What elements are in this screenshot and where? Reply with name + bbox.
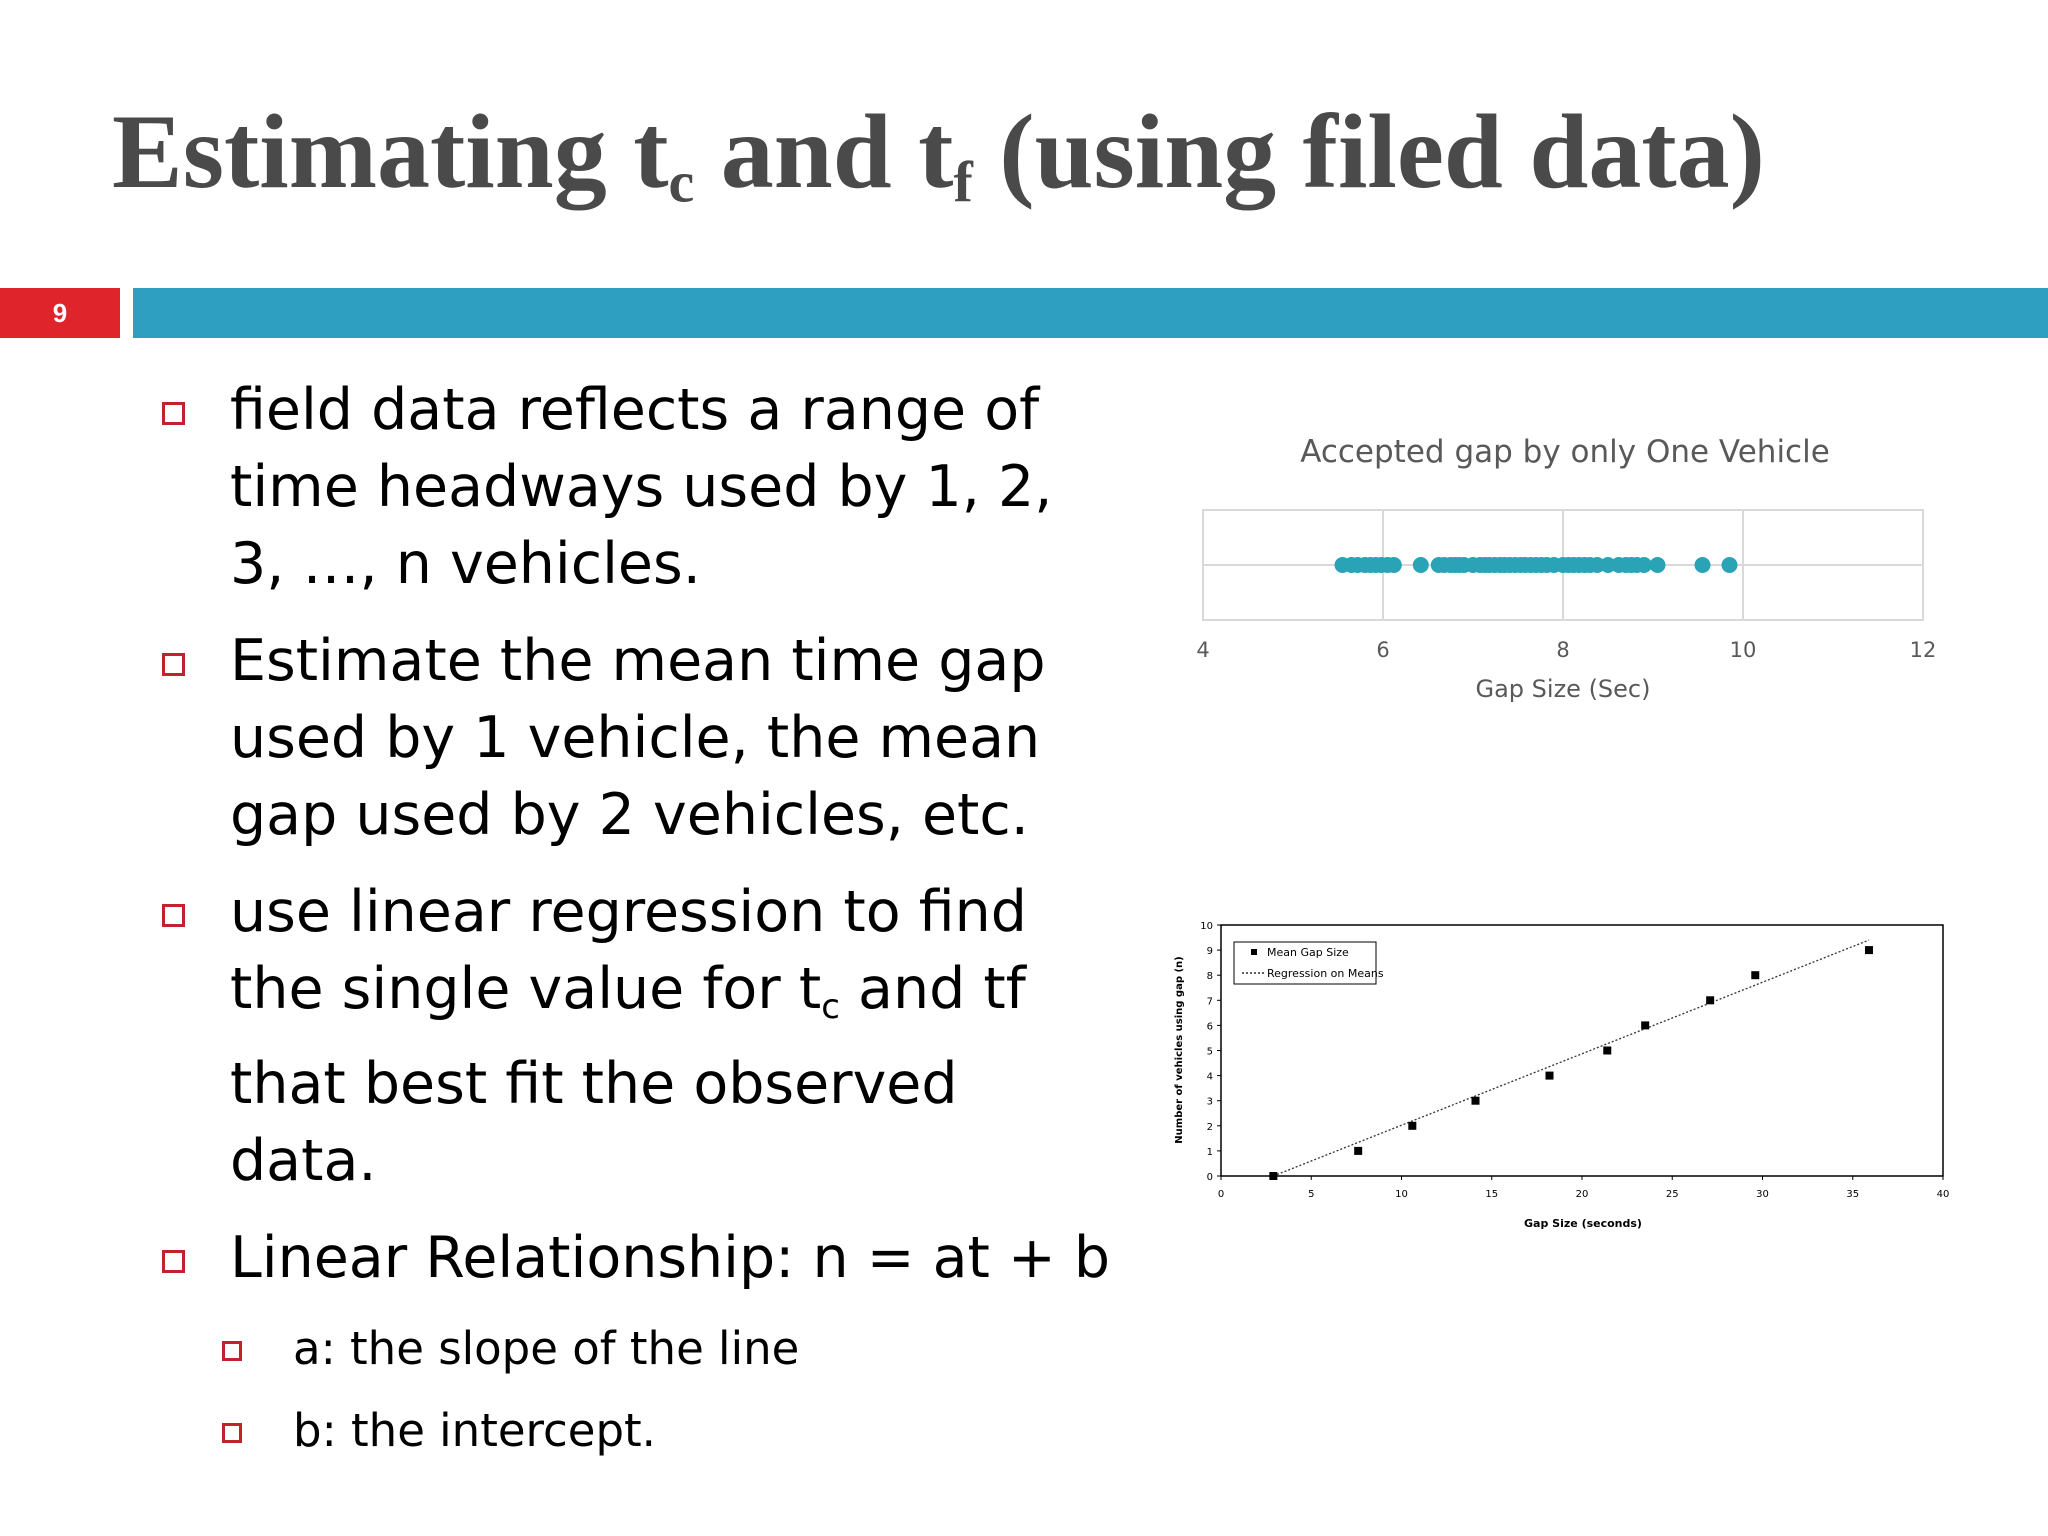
sub-bullet-item [160, 1317, 1120, 1381]
x-tick-label: 10 [1395, 1189, 1408, 1200]
y-tick-label: 5 [1206, 1046, 1213, 1058]
data-point [1472, 1097, 1480, 1105]
data-point [1722, 557, 1738, 573]
y-axis-label: Number of vehicles using gap (n) [1174, 956, 1185, 1144]
x-tick-label: 30 [1756, 1189, 1769, 1200]
x-tick-label: 0 [1217, 1189, 1225, 1200]
data-point [1546, 1072, 1554, 1080]
x-tick-label: 10 [1729, 638, 1757, 662]
data-point [1413, 557, 1429, 573]
square-bullet-icon [162, 904, 185, 927]
data-point [1408, 1122, 1416, 1130]
accepted-gap-chart [1170, 420, 1970, 720]
square-bullet-icon [162, 1250, 185, 1273]
y-tick-label: 10 [1200, 921, 1213, 932]
title-part-1: Estimating t [112, 93, 669, 210]
title-subscript-c: c [668, 149, 695, 215]
legend [1234, 942, 1384, 984]
chart-title: Accepted gap by only One Vehicle [1300, 434, 1830, 470]
bullet-text-cont: and tf that best fit the observed data. [230, 956, 1026, 1195]
title-subscript-f: f [953, 149, 973, 215]
x-tick-label: 20 [1575, 1189, 1589, 1200]
y-tick-label: 7 [1206, 996, 1213, 1008]
square-bullet-icon [222, 1423, 242, 1443]
data-point [1641, 1021, 1649, 1029]
regression-chart [1168, 910, 1968, 1240]
data-point [1269, 1172, 1277, 1180]
bullet-text: field data reflects a range of time headways used by 1, 2, 3, …, n vehicles. [230, 377, 1053, 597]
sub-bullet-text: b: the intercept. [293, 1404, 656, 1458]
data-point [1706, 996, 1714, 1004]
title-part-2: and t [694, 93, 954, 210]
y-tick-label: 6 [1206, 1021, 1213, 1033]
bullet-subscript-c: c [821, 987, 840, 1028]
data-point [1865, 946, 1873, 954]
data-point [1354, 1147, 1362, 1155]
bullet-text: Linear Relationship: n = at + b [230, 1225, 1111, 1292]
bullet-list [160, 372, 1120, 1481]
data-point [1650, 557, 1666, 573]
data-point [1386, 557, 1402, 573]
x-tick-label: 25 [1665, 1189, 1679, 1200]
x-tick-label: 5 [1308, 1189, 1315, 1200]
square-bullet-icon [162, 653, 185, 676]
header-bar [133, 288, 2048, 338]
x-tick-label: 8 [1556, 638, 1570, 662]
bullet-item [160, 874, 1120, 1200]
sub-bullet-text: a: the slope of the line [293, 1322, 800, 1376]
y-tick-label: 8 [1206, 971, 1213, 983]
y-tick-label: 2 [1206, 1121, 1213, 1133]
slide-number: 9 [0, 288, 120, 338]
legend-marker-square [1251, 949, 1257, 955]
y-tick-label: 0 [1206, 1172, 1213, 1183]
bullet-text: Estimate the mean time gap used by 1 vehicle, the mean gap used by 2 vehicles, etc. [230, 628, 1046, 848]
bullet-item [160, 623, 1120, 854]
bullet-text: use linear regression to find the single value for t [230, 879, 1027, 1022]
sub-bullet-item [160, 1399, 1120, 1463]
slide-title [112, 88, 1765, 217]
y-tick-label: 3 [1206, 1096, 1213, 1108]
legend-label-regression: Regression on Means [1267, 967, 1384, 980]
x-axis-label: Gap Size (Sec) [1475, 675, 1651, 703]
data-point [1695, 557, 1711, 573]
x-axis-label: Gap Size (seconds) [1524, 1217, 1642, 1230]
y-tick-label: 9 [1206, 946, 1213, 958]
x-tick-label: 12 [1909, 638, 1937, 662]
x-tick-label: 4 [1196, 638, 1210, 662]
x-tick-label: 15 [1485, 1189, 1499, 1200]
data-point [1603, 1047, 1611, 1055]
square-bullet-icon [222, 1341, 242, 1361]
x-tick-label: 40 [1936, 1189, 1950, 1200]
legend-label-mean: Mean Gap Size [1267, 946, 1349, 959]
y-tick-label: 1 [1206, 1146, 1213, 1158]
square-bullet-icon [162, 402, 185, 425]
title-part-3: (using filed data) [972, 93, 1765, 210]
data-point [1751, 971, 1759, 979]
bullet-item [160, 1220, 1120, 1297]
x-tick-label: 35 [1846, 1189, 1860, 1200]
bullet-item [160, 372, 1120, 603]
y-tick-label: 4 [1206, 1071, 1213, 1083]
x-tick-label: 6 [1376, 638, 1390, 662]
